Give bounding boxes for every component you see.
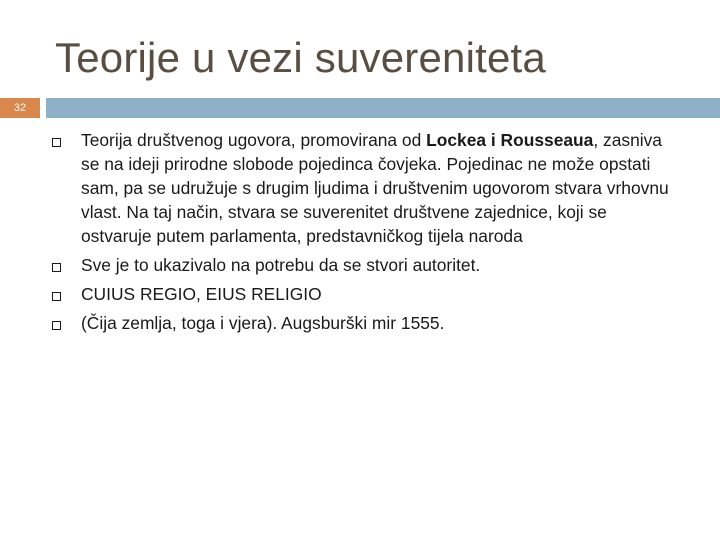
square-bullet-icon bbox=[52, 292, 61, 301]
bullet-item-augsburg bbox=[52, 311, 672, 335]
header-bar bbox=[46, 98, 720, 118]
slide-number: 32 bbox=[13, 102, 27, 114]
square-bullet-icon bbox=[52, 263, 61, 272]
bullet-text-part: Teorija društvenog ugovora, promovirana od bbox=[81, 130, 427, 150]
bullet-item-social-contract bbox=[52, 128, 672, 248]
bullet-text: Sve je to ukazivalo na potrebu da se stvori autoritet. bbox=[81, 255, 481, 275]
square-bullet-icon bbox=[52, 321, 61, 330]
slide-title: Teorije u vezi suvereniteta bbox=[55, 34, 546, 81]
bullet-item-cuius-regio bbox=[52, 282, 672, 306]
bullet-text: (Čija zemlja, toga i vjera). Augsburški mir 1555. bbox=[81, 313, 445, 333]
bullet-list bbox=[52, 128, 672, 340]
bullet-text-bold: Lockea i Rousseaua bbox=[426, 130, 594, 150]
bullet-text-part: , zasniva se na ideji prirodne slobode pojedinca čovjeka. Pojedinac ne može opstati sam, pa se udružuje s drugim ljudima i društvenim ugovorom stvara vrhovnu vlast. Na taj način, stvara se suverenitet društvene zajednice, koji se ostvaruje putem parlamenta, predstavničkog tijela naroda bbox=[81, 130, 669, 246]
square-bullet-icon bbox=[52, 138, 61, 147]
bullet-item-authority bbox=[52, 253, 672, 277]
bullet-text: CUIUS REGIO, EIUS RELIGIO bbox=[81, 284, 322, 304]
